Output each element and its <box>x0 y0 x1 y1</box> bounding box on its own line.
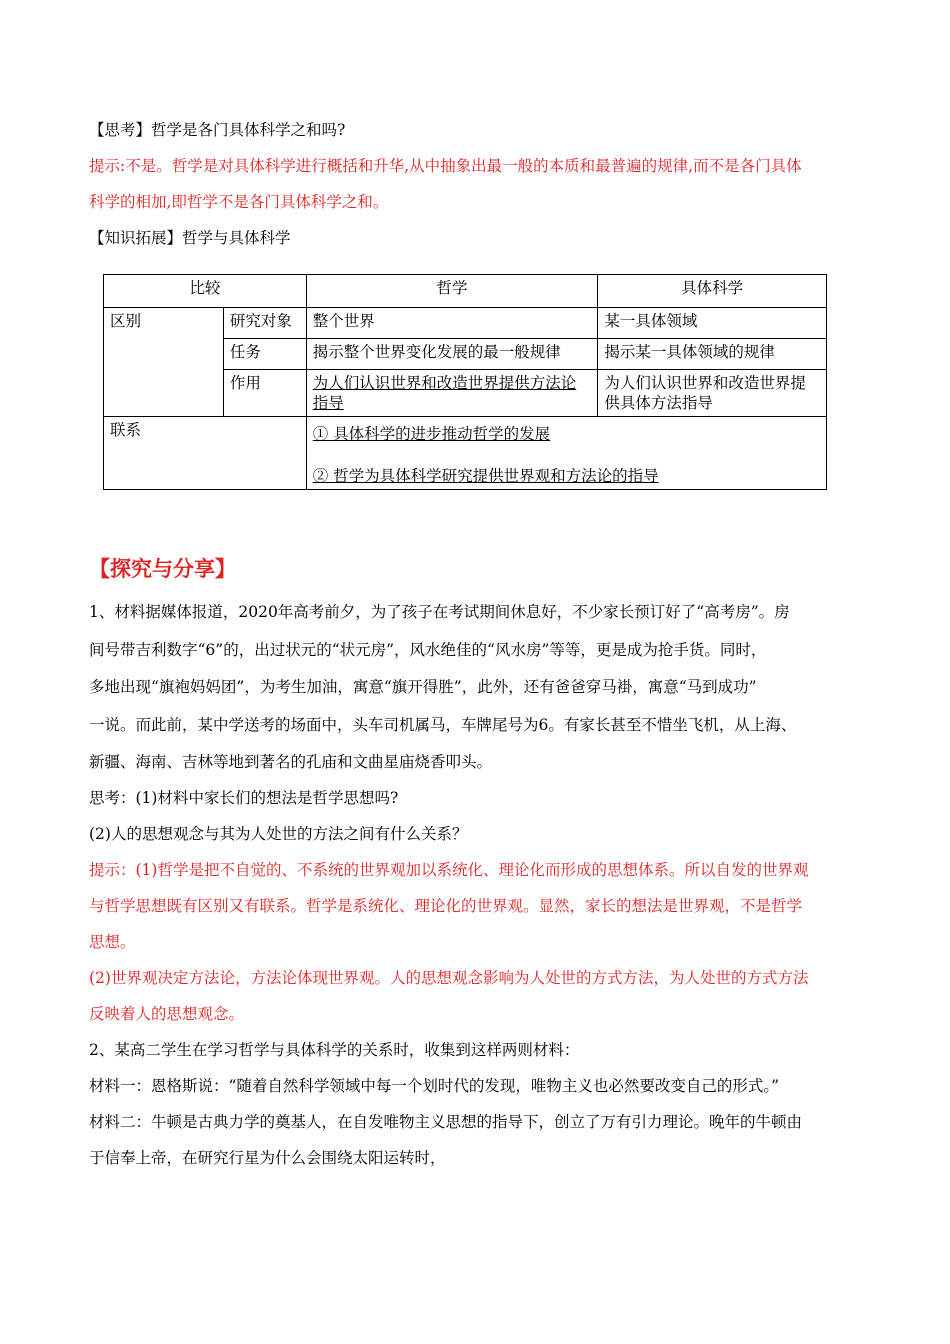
aspect-cell: 任务 <box>223 339 306 370</box>
table-header-cell: 哲学 <box>306 275 598 308</box>
paragraph-line: 材料一：恩格斯说：“随着自然科学领域中每一个划时代的发现，唯物主义也必然要改变自己的形式。” <box>89 1077 780 1095</box>
philosophy-role-text: 为人们认识世界和改造世界提供方法论指导 <box>312 374 577 412</box>
think-hint-line: 科学的相加,即哲学不是各门具体科学之和。 <box>89 193 389 211</box>
philosophy-cell <box>306 370 598 417</box>
comparison-table <box>103 274 827 490</box>
table-header-cell: 比较 <box>104 275 307 308</box>
link-content-cell <box>306 417 826 490</box>
table-row <box>104 417 827 490</box>
paragraph-line: 材料二：牛顿是古典力学的奠基人，在自发唯物主义思想的指导下，创立了万有引力理论。晚年的牛顿由 <box>89 1113 803 1131</box>
table-header-row <box>104 275 827 308</box>
science-cell: 某一具体领域 <box>598 308 827 339</box>
link-item: ② 哲学为具体科学研究提供世界观和方法论的指导 <box>312 467 659 485</box>
aspect-cell: 作用 <box>223 370 306 417</box>
hint-line: 与哲学思想既有区别又有联系。哲学是系统化、理论化的世界观。显然，家长的想法是世界观，不是哲学 <box>89 897 803 915</box>
hint-line: 反映着人的思想观念。 <box>89 1005 245 1023</box>
hint-line: (2)世界观决定方法论，方法论体现世界观。人的思想观念影响为人处世的方式方法，为人处世的方式方法 <box>89 969 809 987</box>
science-cell: 揭示某一具体领域的规律 <box>598 339 827 370</box>
paragraph-line: 1、材料据媒体报道，2020年高考前夕，为了孩子在考试期间休息好，不少家长预订好了“高考房”。房 <box>89 603 790 621</box>
knowledge-heading: 【知识拓展】哲学与具体科学 <box>89 229 291 247</box>
philosophy-cell: 揭示整个世界变化发展的最一般规律 <box>306 339 598 370</box>
aspect-cell: 研究对象 <box>223 308 306 339</box>
paragraph-line: 一说。而此前，某中学送考的场面中，头车司机属马，车牌尾号为6。有家长甚至不惜坐飞机，从上海、 <box>89 715 797 734</box>
table-row <box>104 308 827 339</box>
hint-line: 提示：(1)哲学是把不自觉的、不系统的世界观加以系统化、理论化而形成的思想体系。所以自发的世界观 <box>89 861 809 879</box>
paragraph-line: 多地出现“旗袍妈妈团”，为考生加油，寓意“旗开得胜”，此外，还有爸爸穿马褂，寓意“马到成功” <box>89 678 757 696</box>
group-label-cell: 区别 <box>104 308 224 417</box>
philosophy-cell: 整个世界 <box>306 308 598 339</box>
paragraph-line: 新疆、海南、吉林等地到著名的孔庙和文曲星庙烧香叩头。 <box>89 753 493 771</box>
document-page <box>89 112 879 1176</box>
hint-line: 思想。 <box>89 933 136 951</box>
science-cell: 为人们认识世界和改造世界提供具体方法指导 <box>598 370 827 417</box>
question-line: (2)人的思想观念与其为人处世的方法之间有什么关系？ <box>89 825 468 843</box>
paragraph-line: 2、某高二学生在学习哲学与具体科学的关系时，收集到这样两则材料： <box>89 1041 580 1059</box>
think-hint-line: 提示:不是。哲学是对具体科学进行概括和升华,从中抽象出最一般的本质和最普遍的规律,而不是各门具体 <box>89 157 802 175</box>
paragraph-line: 于信奉上帝，在研究行星为什么会围绕太阳运转时， <box>89 1149 446 1167</box>
paragraph-line: 间号带吉利数字“6”的，出过状元的“状元房”，风水绝佳的“风水房”等等，更是成为抢手货。同时， <box>89 640 767 659</box>
think-question: 【思考】哲学是各门具体科学之和吗? <box>89 121 346 139</box>
link-item: ① 具体科学的进步推动哲学的发展 <box>312 425 551 443</box>
table-header-cell: 具体科学 <box>598 275 827 308</box>
question-line: 思考：(1)材料中家长们的想法是哲学思想吗? <box>89 789 399 807</box>
link-label-cell: 联系 <box>104 417 307 490</box>
section-title: 【探究与分享】 <box>89 557 236 581</box>
